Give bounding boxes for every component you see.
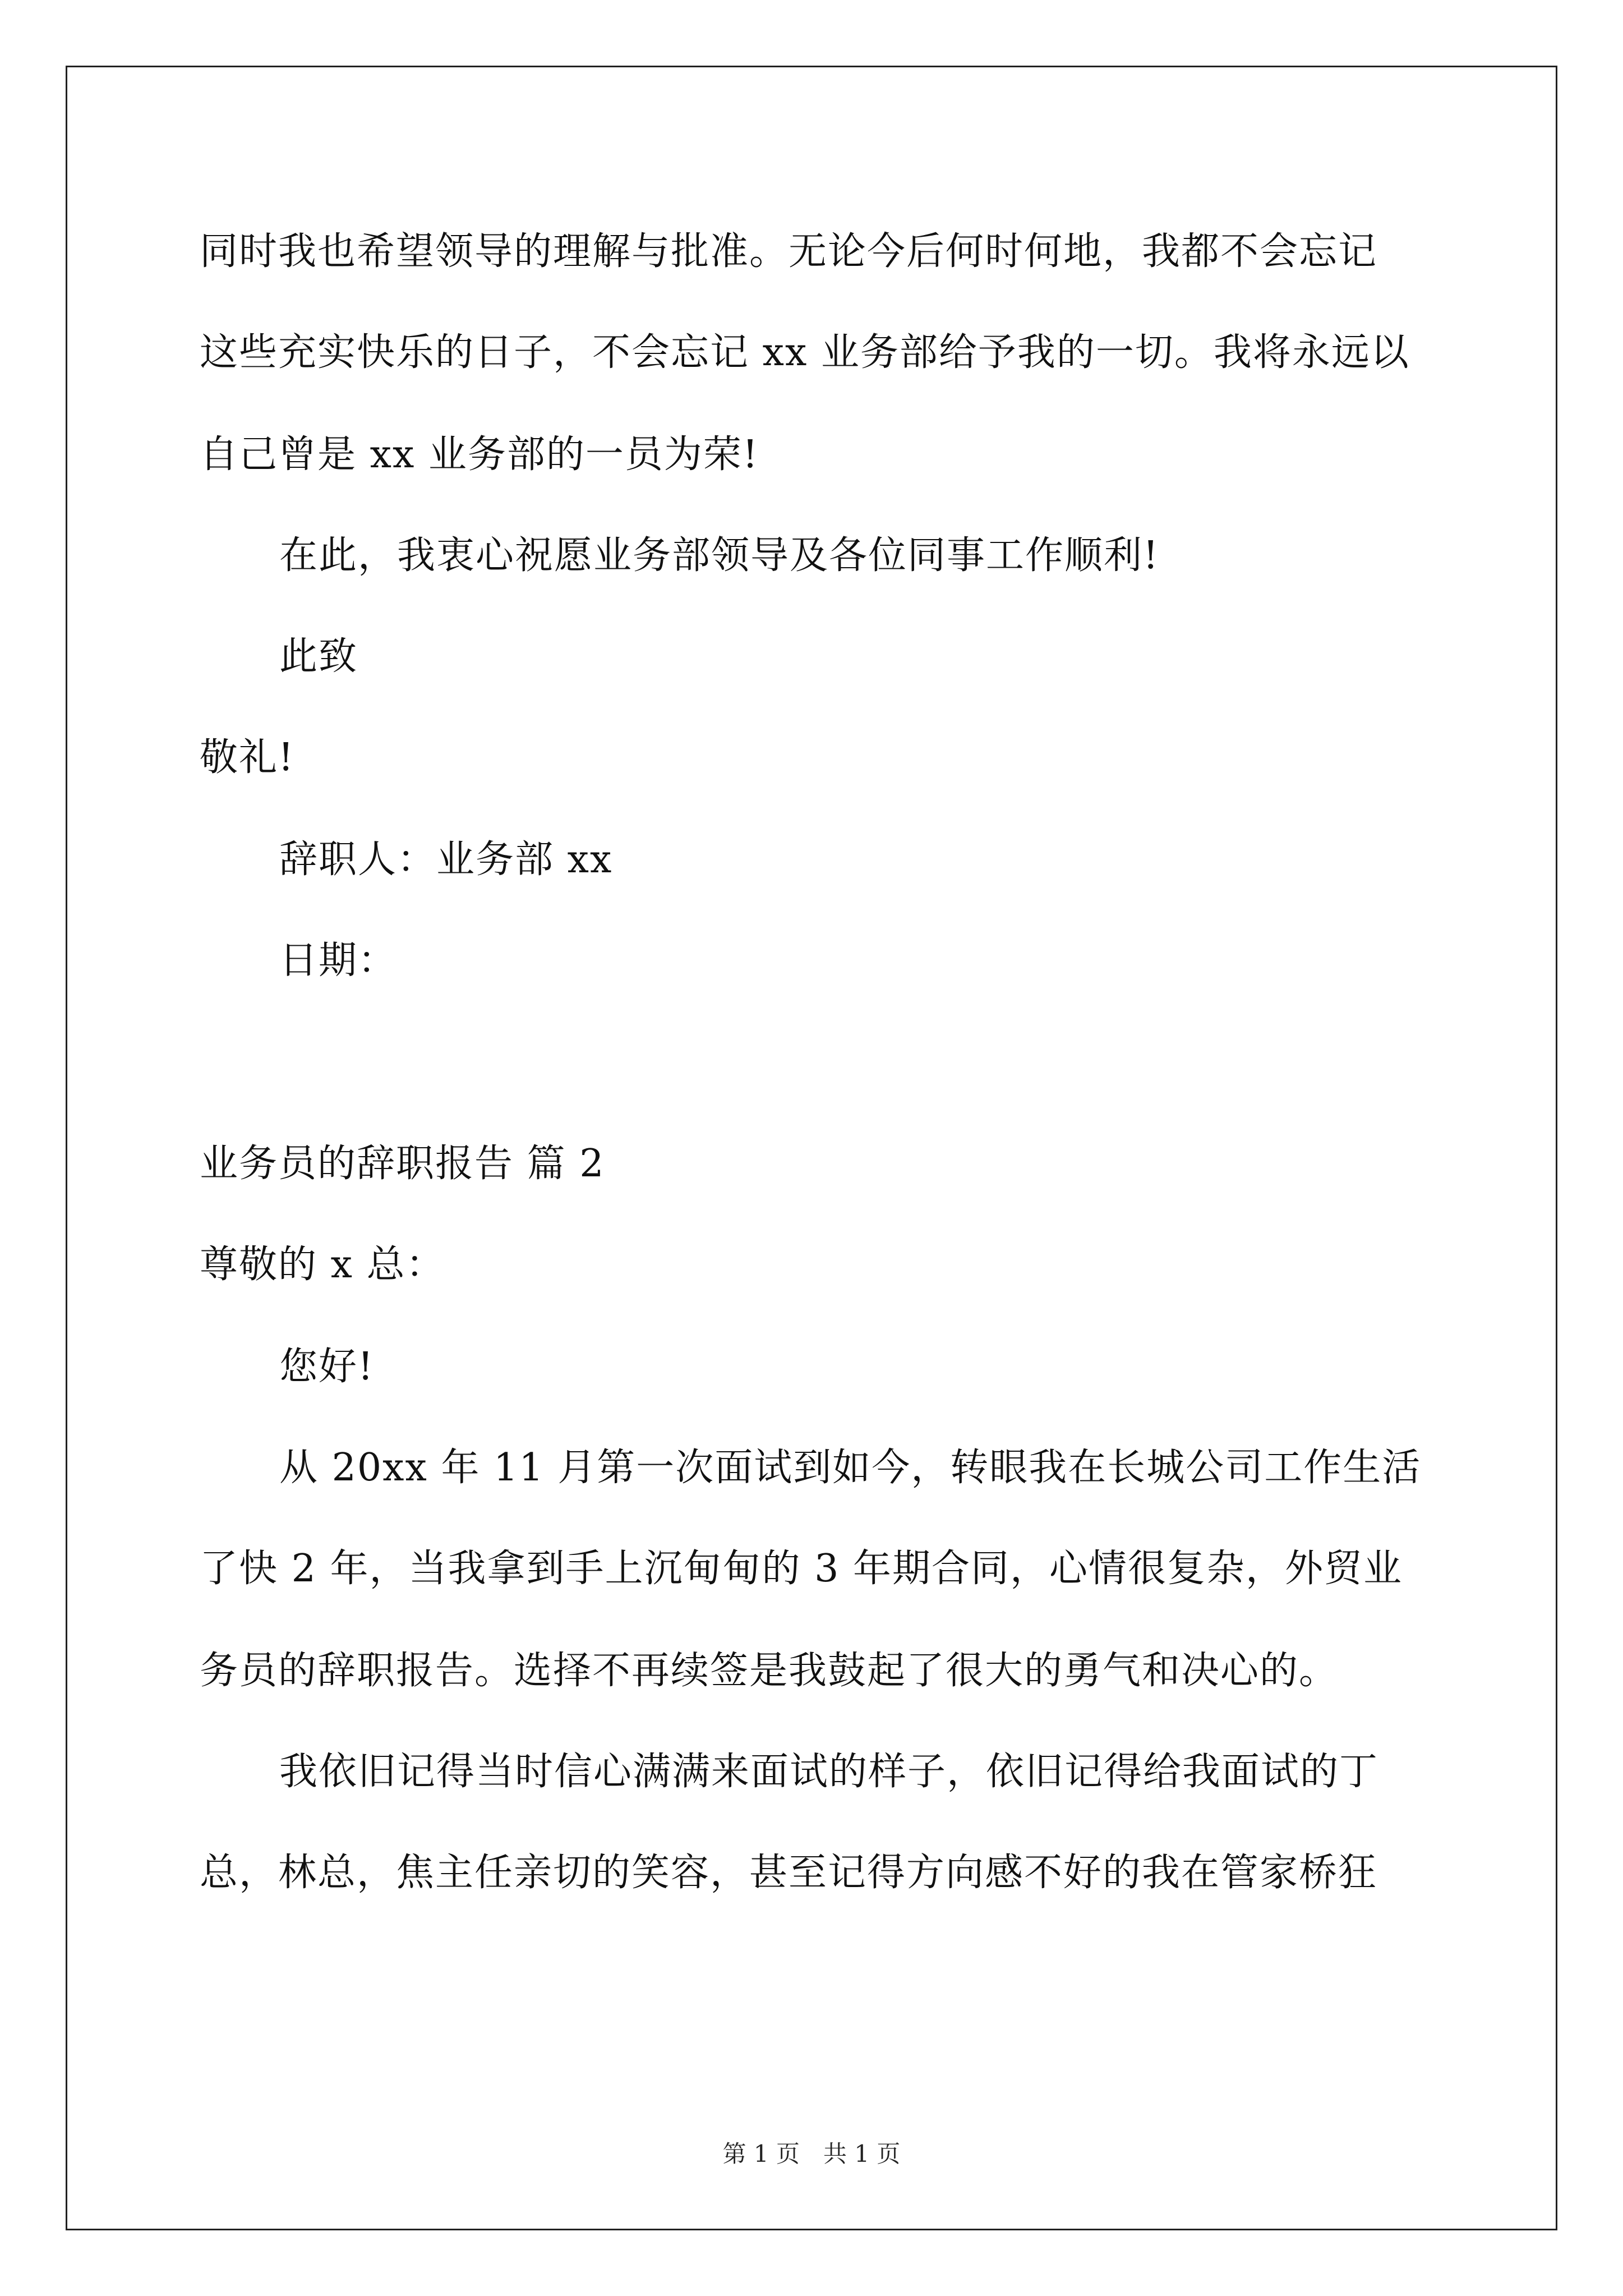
paragraph-line: 从 20xx 年 11 月第一次面试到如今，转眼我在长城公司工作生活: [279, 1446, 1422, 1490]
paragraph-line: 我依旧记得当时信心满满来面试的样子，依旧记得给我面试的丁: [279, 1750, 1379, 1794]
salutation-closing: 此致: [279, 634, 358, 679]
paragraph-line: 自己曾是 xx 业务部的一员为荣!: [200, 432, 759, 477]
paragraph-line: 总，林总，焦主任亲切的笑容，甚至记得方向感不好的我在管家桥狂: [200, 1851, 1378, 1895]
paragraph-line: 同时我也希望领导的理解与批准。无论今后何时何地，我都不会忘记: [200, 229, 1378, 274]
signature-line: 辞职人：业务部 xx: [279, 838, 613, 882]
recipient-greeting: 尊敬的 x 总：: [200, 1243, 445, 1287]
section-heading: 业务员的辞职报告 篇 2: [200, 1142, 605, 1186]
salutation-respect: 敬礼!: [200, 735, 295, 780]
paragraph-line: 务员的辞职报告。选择不再续签是我鼓起了很大的勇气和决心的。: [200, 1649, 1339, 1693]
greeting-line: 您好!: [279, 1345, 375, 1389]
date-line: 日期：: [279, 938, 398, 983]
page-footer: 第 1 页 共 1 页: [722, 2140, 901, 2168]
paragraph-line: 这些充实快乐的日子，不会忘记 xx 业务部给予我的一切。我将永远以: [200, 330, 1410, 375]
closing-wish: 在此，我衷心祝愿业务部领导及各位同事工作顺利!: [279, 533, 1160, 578]
paragraph-line: 了快 2 年，当我拿到手上沉甸甸的 3 年期合同，心情很复杂，外贸业: [200, 1547, 1403, 1591]
